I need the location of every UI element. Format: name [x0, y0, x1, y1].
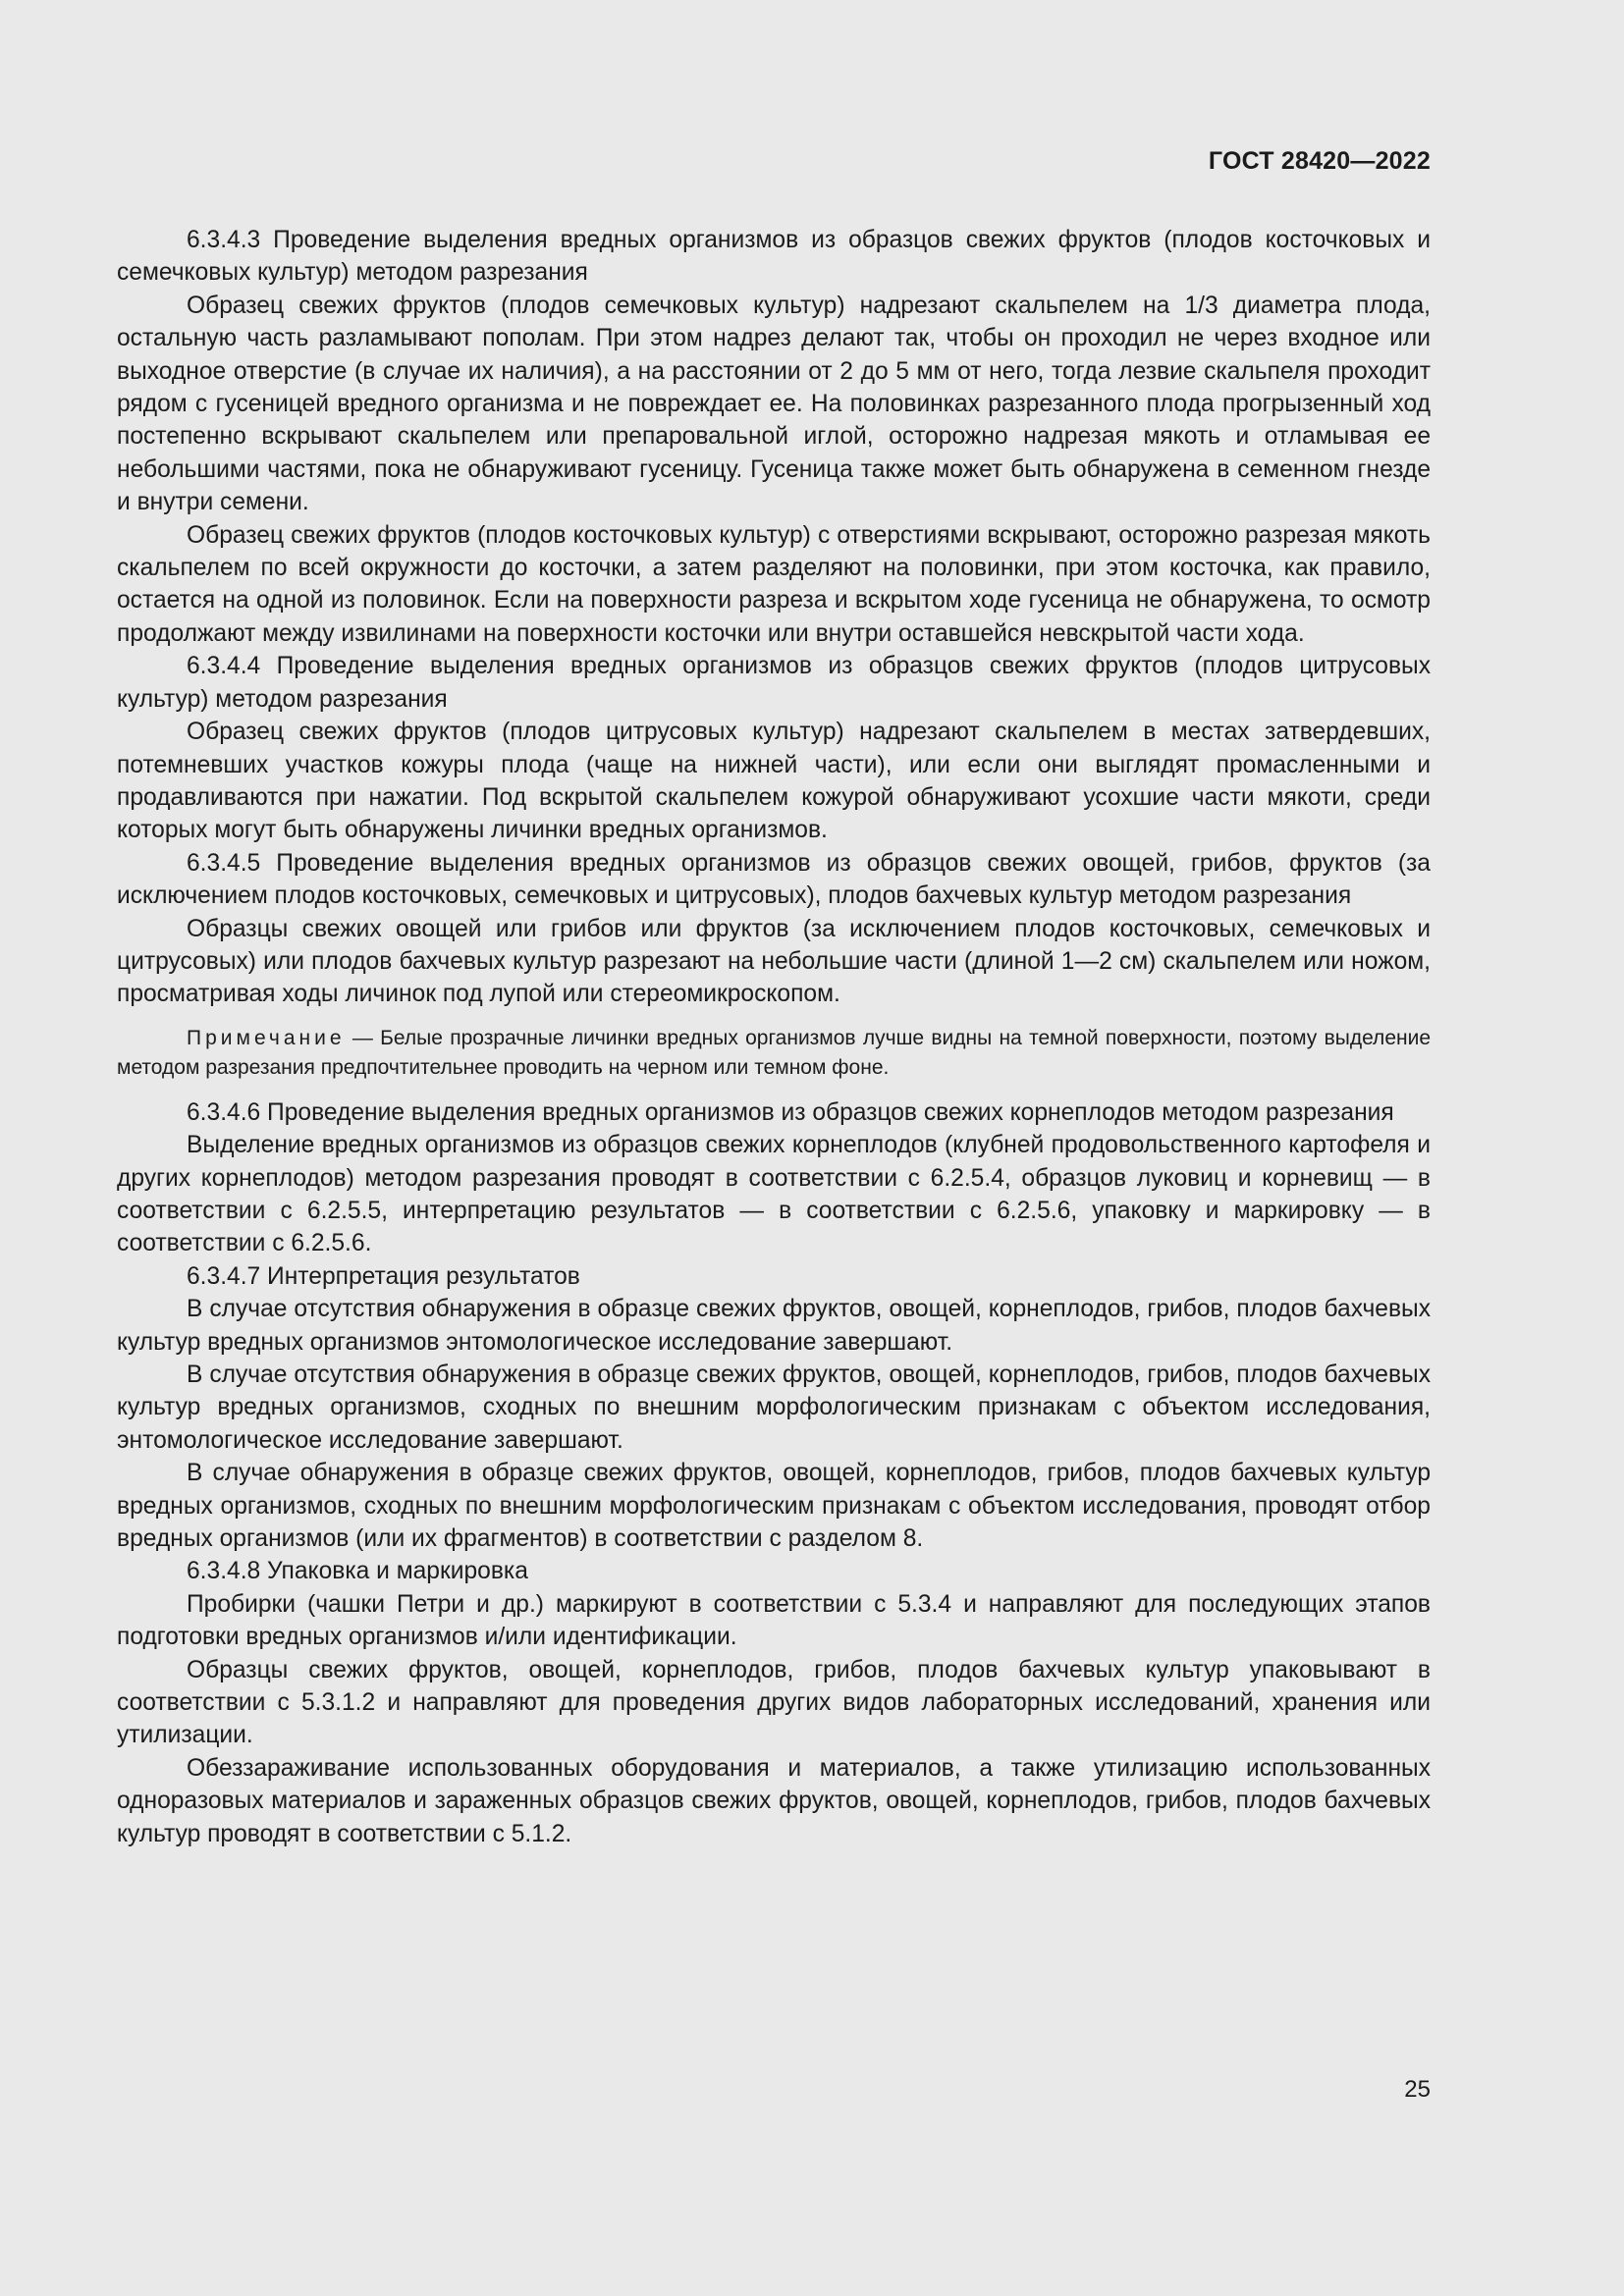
paragraph: Образцы свежих фруктов, овощей, корнеплодов, грибов, плодов бахчевых культур упаковывают в соответствии с 5.3.1.2 и направляют для проведения других видов лабораторных исследований, хранения или утилизации.	[117, 1656, 1431, 1749]
paragraph-6-3-4-7-heading: 6.3.4.7 Интерпретация результатов	[187, 1262, 580, 1290]
page-number: 25	[1404, 2076, 1431, 2103]
paragraph: В случае обнаружения в образце свежих фруктов, овощей, корнеплодов, грибов, плодов бахчевых культур вредных организмов, сходных по внешним морфологическим признакам с объектом исследования, проводят отбор вредных организмов (или их фрагментов) в соответствии с разделом 8.	[117, 1460, 1431, 1553]
note-label: Примечание	[187, 1026, 346, 1049]
paragraph: Пробирки (чашки Петри и др.) маркируют в соответствии с 5.3.4 и направляют для последующих этапов подготовки вредных организмов и/или идентификации.	[117, 1590, 1431, 1651]
paragraph-6-3-4-6-heading: 6.3.4.6 Проведение выделения вредных организмов из образцов свежих корнеплодов методом разрезания	[187, 1098, 1394, 1126]
paragraph: В случае отсутствия обнаружения в образце свежих фруктов, овощей, корнеплодов, грибов, плодов бахчевых культур вредных организмов энтомологическое исследование завершают.	[117, 1296, 1431, 1356]
note	[117, 1024, 1431, 1083]
paragraph: В случае отсутствия обнаружения в образце свежих фруктов, овощей, корнеплодов, грибов, плодов бахчевых культур вредных организмов, сходных по внешним морфологическим признакам с объектом исследования, энтомологическое исследование завершают.	[117, 1362, 1431, 1454]
paragraph-6-3-4-8-heading: 6.3.4.8 Упаковка и маркировка	[187, 1558, 528, 1585]
paragraph-6-3-4-3-heading: 6.3.4.3 Проведение выделения вредных организмов из образцов свежих фруктов (плодов косточковых и семечковых культур) методом разрезания	[117, 227, 1431, 287]
paragraph-6-3-4-4-heading: 6.3.4.4 Проведение выделения вредных организмов из образцов свежих фруктов (плодов цитрусовых культур) методом разрезания	[117, 653, 1431, 713]
paragraph: Обеззараживание использованных оборудования и материалов, а также утилизацию использованных одноразовых материалов и зараженных образцов свежих фруктов, овощей, корнеплодов, грибов, плодов бахчевых культур проводят в соответствии с 5.1.2.	[117, 1754, 1431, 1847]
note-text: — Белые прозрачные личинки вредных организмов лучше видны на темной поверхности, поэтому выделение методом разрезания предпочтительнее проводить на черном или темном фоне.	[117, 1026, 1431, 1079]
paragraph: Образцы свежих овощей или грибов или фруктов (за исключением плодов косточковых, семечковых и цитрусовых) или плодов бахчевых культур разрезают на небольшие части (длиной 1—2 см) скальпелем или ножом, просматривая ходы личинок под лупой или стереомикроскопом.	[117, 915, 1431, 1008]
document-body	[117, 224, 1431, 1850]
paragraph: Выделение вредных организмов из образцов свежих корнеплодов (клубней продовольственного картофеля и других корнеплодов) методом разрезания проводят в соответствии с 6.2.5.4, образцов луковиц и корневищ — в соответствии с 6.2.5.5, интерпретацию результатов — в соответствии с 6.2.5.6, упаковку и маркировку — в соответствии с 6.2.5.6.	[117, 1132, 1431, 1257]
paragraph: Образец свежих фруктов (плодов косточковых культур) с отверстиями вскрывают, осторожно разрезая мякоть скальпелем по всей окружности до косточки, а затем разделяют на половинки, при этом косточка, как правило, остается на одной из половинок. Если на поверхности разреза и вскрытом ходе гусеница не обнаружена, то осмотр продолжают между извилинами на поверхности косточки или внутри оставшейся невскрытой части хода.	[117, 521, 1431, 647]
standard-header: ГОСТ 28420—2022	[1208, 147, 1431, 175]
paragraph: Образец свежих фруктов (плодов цитрусовых культур) надрезают скальпелем в местах затвердевших, потемневших участков кожуры плода (чаще на нижней части), или если они выглядят промасленными и продавливаются при нажатии. Под вскрытой скальпелем кожурой обнаруживают усохшие части мякоти, среди которых могут быть обнаружены личинки вредных организмов.	[117, 719, 1431, 844]
paragraph-6-3-4-5-heading: 6.3.4.5 Проведение выделения вредных организмов из образцов свежих овощей, грибов, фруктов (за исключением плодов косточковых, семечковых и цитрусовых), плодов бахчевых культур методом разрезания	[117, 849, 1431, 910]
paragraph: Образец свежих фруктов (плодов семечковых культур) надрезают скальпелем на 1/3 диаметра плода, остальную часть разламывают пополам. При этом надрез делают так, чтобы он проходил не через входное или выходное отверстие (в случае их наличия), а на расстоянии от 2 до 5 мм от него, тогда лезвие скальпеля проходит рядом с гусеницей вредного организма и не повреждает ее. На половинках разрезанного плода прогрызенный ход постепенно вскрывают скальпелем или препаровальной иглой, осторожно надрезая мякоть и отламывая ее небольшими частями, пока не обнаруживают гусеницу. Гусеница также может быть обнаружена в семенном гнезде и внутри семени.	[117, 292, 1431, 516]
